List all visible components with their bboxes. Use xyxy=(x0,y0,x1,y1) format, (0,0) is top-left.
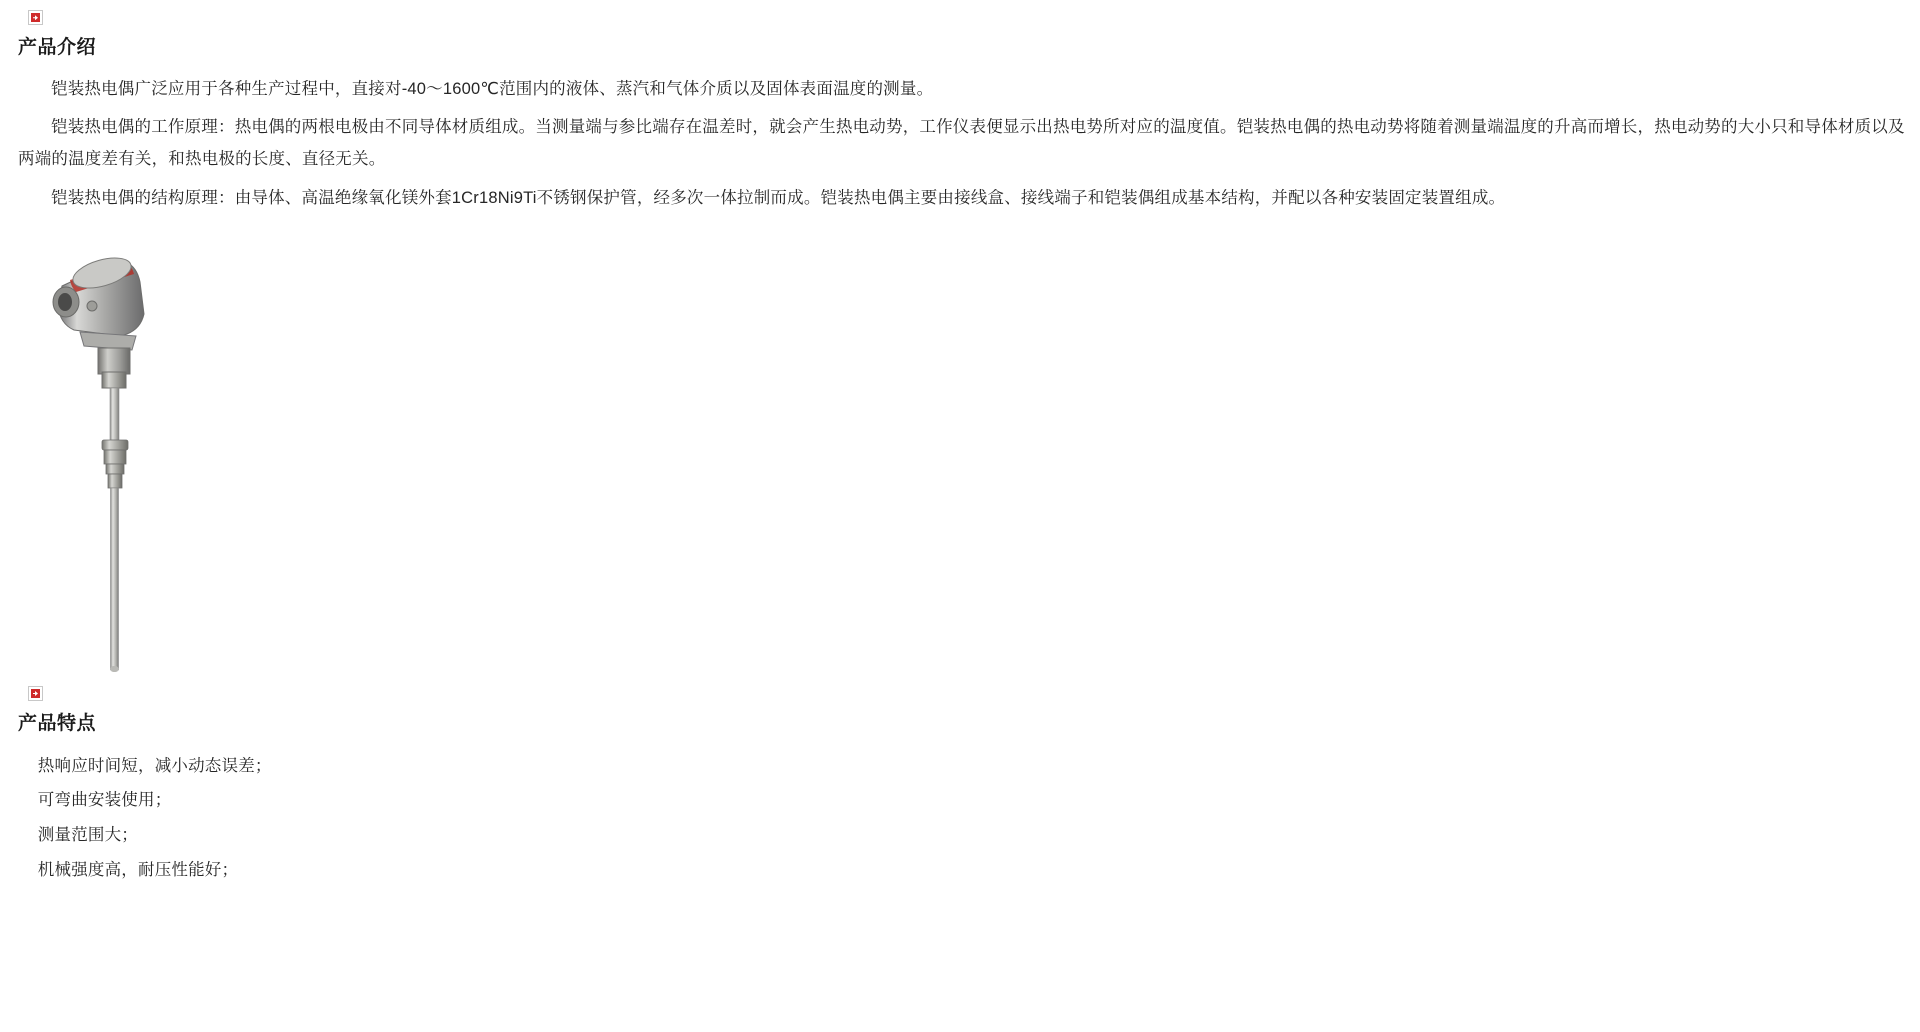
list-item: 测量范围大； xyxy=(37,825,138,844)
intro-paragraph-3: 铠装热电偶的结构原理：由导体、高温绝缘氧化镁外套1Cr18Ni9Ti不锈钢保护管，经多次一体拉制而成。铠装热电偶主要由接线盒、接线端子和铠装偶组成基本结构，并配以各种安装固定装置组成。 xyxy=(51,188,1506,207)
page-title: 产品介绍 xyxy=(18,37,97,58)
list-item: 热响应时间短，减小动态误差； xyxy=(37,756,272,775)
armored-thermocouple-photo xyxy=(18,240,1910,680)
intro-paragraph-2: 铠装热电偶的工作原理：热电偶的两根电极由不同导体材质组成。当测量端与参比端存在温差时，就会产生热电动势，工作仪表便显示出热电势所对应的温度值。铠装热电偶的热电动势将随着测量端温度的升高而增长，热电动势的大小只和导体材质以及两端的温度差有关，和热电极的长度、直径无关。 xyxy=(18,118,1905,169)
intro-paragraph-1: 铠装热电偶广泛应用于各种生产过程中，直接对-40～1600℃范围内的液体、蒸汽和气体介质以及固体表面温度的测量。 xyxy=(51,80,934,98)
features-title: 产品特点 xyxy=(18,712,97,734)
thermocouple-illustration xyxy=(40,240,180,680)
section-marker-row-2 xyxy=(18,686,1910,702)
list-item: 机械强度高，耐压性能好； xyxy=(37,860,239,879)
section-marker-row-1 xyxy=(18,10,1910,26)
list-item: 可弯曲安装使用； xyxy=(37,791,172,810)
features-list xyxy=(18,749,1910,888)
broken-image-icon xyxy=(28,686,43,701)
broken-image-icon xyxy=(28,10,43,25)
